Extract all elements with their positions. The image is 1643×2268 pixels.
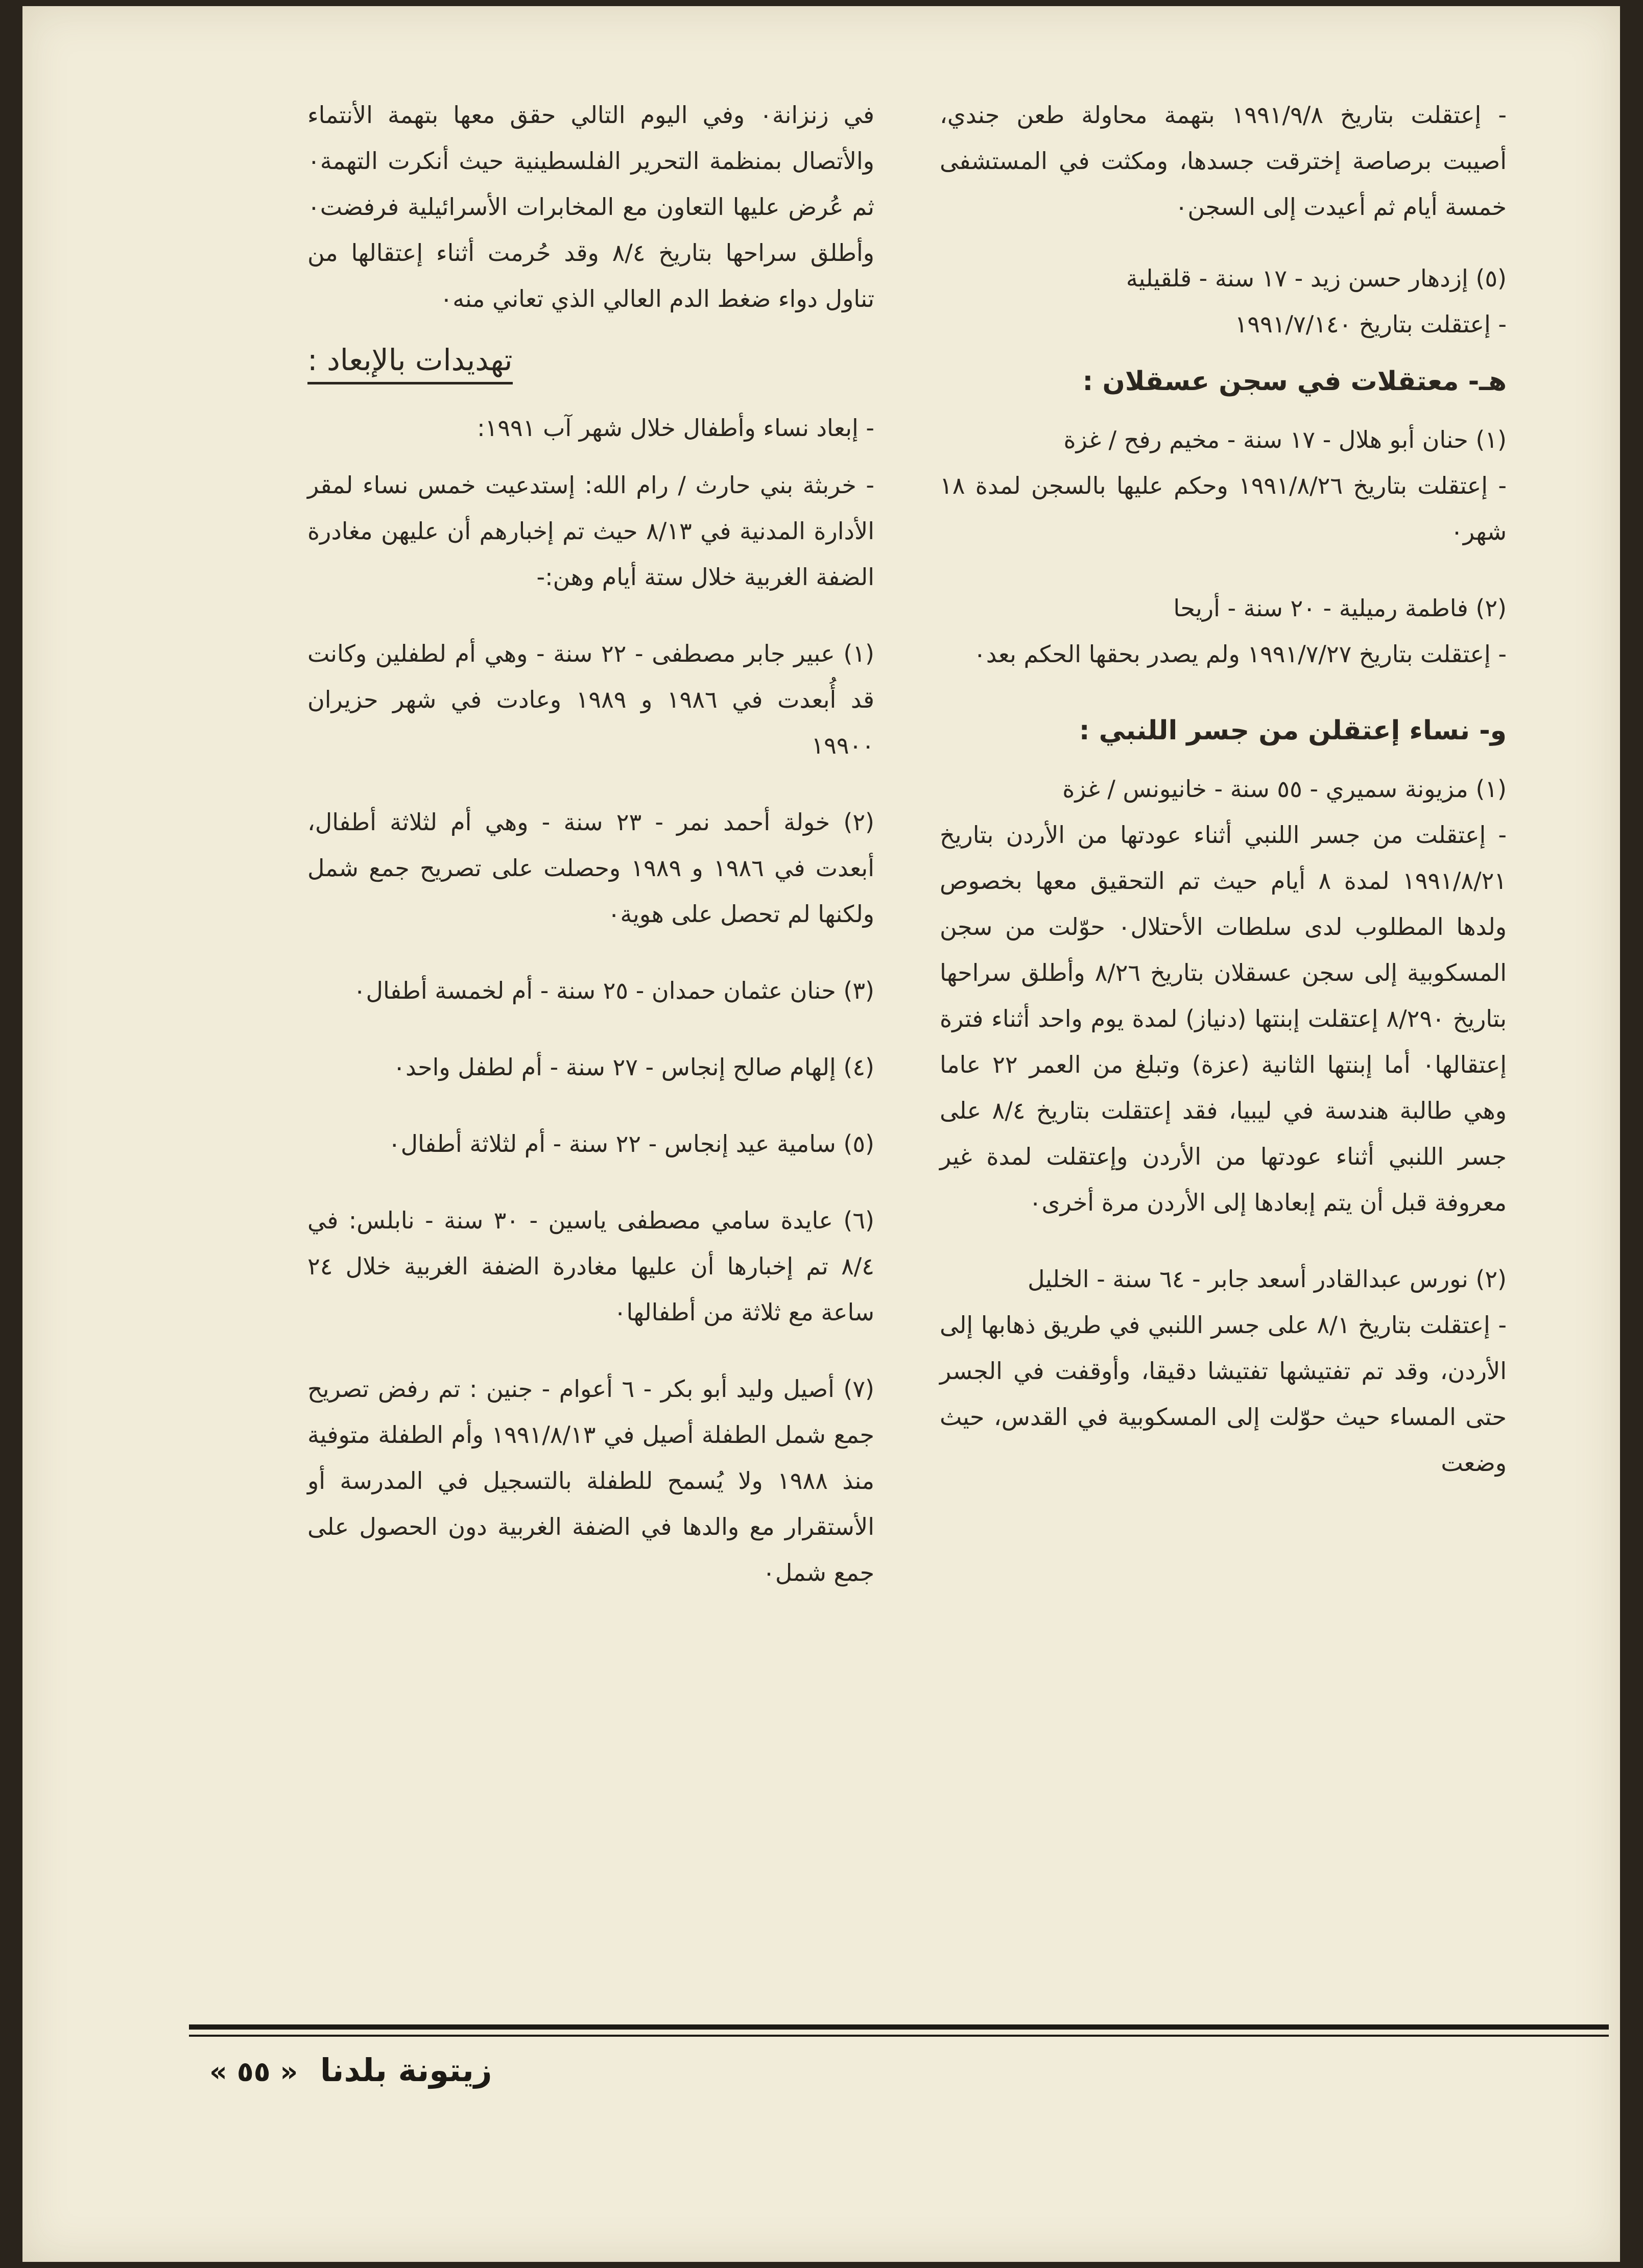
list-item: (١) عبير جابر مصطفى - ٢٢ سنة - وهي أم لطفلين وكانت قد أُبعدت في ١٩٨٦ و ١٩٨٩ وعادت في شهر حزيران ١٩٩٠٠ xyxy=(307,640,874,759)
section-heading: هـ- معتقلات في سجن عسقلان : xyxy=(1082,366,1507,397)
list-item: (١) حنان أبو هلال - ١٧ سنة - مخيم رفح / غزة xyxy=(1063,426,1507,453)
list-item: (٢) خولة أحمد نمر - ٢٣ سنة - وهي أم لثلاثة أطفال، أبعدت في ١٩٨٦ و ١٩٨٩ وحصلت على تصريح جمع شمل ولكنها لم تحصل على هوية٠ xyxy=(307,808,874,928)
paragraph: في زنزانة٠ وفي اليوم التالي حقق معها بتهمة الأنتماء والأتصال بمنظمة التحرير الفلسطينية حيث أنكرت التهمة٠ ثم عُرض عليها التعاون مع المخابرات الأسرائيلية فرفضت٠ وأطلق سراحها بتاريخ ٨/٤ وقد حُرمت أثناء إعتقالها من تناول دواء ضغط الدم العالي الذي تعاني منه٠ xyxy=(307,101,874,312)
paragraph: - إعتقلت من جسر اللنبي أثناء عودتها من الأردن بتاريخ ١٩٩١/٨/٢١ لمدة ٨ أيام حيث تم التحقيق معها بخصوص ولدها المطلوب لدى سلطات الأحتلال٠ حوّلت من سجن المسكوبية إلى سجن عسقلان بتاريخ ٨/٢٦ وأطلق سراحها بتاريخ ٨/٢٩٠ إعتقلت إبنتها (دنياز) لمدة يوم واحد أثناء فترة إعتقالها٠ أما إبنتها الثانية (عزة) وتبلغ من العمر ٢٢ عاما وهي طالبة هندسة في ليبيا، فقد إعتقلت بتاريخ ٨/٤ على جسر اللنبي أثناء عودتها من الأردن وإعتقلت لمدة غير معروفة قبل أن يتم إبعادها إلى الأردن مرة أخرى٠ xyxy=(940,821,1507,1216)
footer-rule xyxy=(189,2035,1609,2037)
list-item: (٣) حنان عثمان حمدان - ٢٥ سنة - أم لخمسة أطفال٠ xyxy=(353,977,874,1004)
list-item: (٢) فاطمة رميلية - ٢٠ سنة - أريحا xyxy=(1173,594,1507,622)
right-column xyxy=(940,92,1507,1497)
page-number: « ٥٥ » xyxy=(209,2056,298,2088)
paragraph: - إعتقلت بتاريخ ١٩٩١/٩/٨ بتهمة محاولة طعن جندي، أصيبت برصاصة إخترقت جسدها، ومكثت في المستشفى خمسة أيام ثم أعيدت إلى السجن٠ xyxy=(940,101,1507,221)
paragraph: - إبعاد نساء وأطفال خلال شهر آب ١٩٩١: xyxy=(477,414,874,442)
footer xyxy=(209,2052,492,2089)
list-item: (٦) عايدة سامي مصطفى ياسين - ٣٠ سنة - نابلس: في ٨/٤ تم إخبارها أن عليها مغادرة الضفة الغربية خلال ٢٤ ساعة مع ثلاثة من أطفالها٠ xyxy=(307,1207,874,1326)
section-heading: و- نساء إعتقلن من جسر اللنبي : xyxy=(1079,715,1507,746)
list-item: (٢) نورس عبدالقادر أسعد جابر - ٦٤ سنة - الخليل xyxy=(1028,1265,1507,1293)
footer-rule xyxy=(189,2024,1609,2030)
section-heading: تهديدات بالإبعاد : xyxy=(307,338,513,384)
paragraph: - إعتقلت بتاريخ ١٩٩١/٧/٢٧ ولم يصدر بحقها الحكم بعد٠ xyxy=(973,640,1507,668)
paragraph: - إعتقلت بتاريخ ١٩٩١/٧/١٤٠ xyxy=(1234,310,1507,338)
list-item: (٤) إلهام صالح إنجاس - ٢٧ سنة - أم لطفل واحد٠ xyxy=(393,1053,874,1081)
list-item: (١) مزيونة سميري - ٥٥ سنة - خانيونس / غزة xyxy=(1062,775,1507,803)
list-item: (٧) أصيل وليد أبو بكر - ٦ أعوام - جنين : تم رفض تصريح جمع شمل الطفلة أصيل في ١٩٩١/٨/١٣ وأم الطفلة متوفية منذ ١٩٨٨ ولا يُسمح للطفلة بالتسجيل في المدرسة أو الأستقرار مع والدها في الضفة الغربية دون الحصول على جمع شمل٠ xyxy=(307,1375,874,1586)
list-item: (٥) سامية عيد إنجاس - ٢٢ سنة - أم لثلاثة أطفال٠ xyxy=(388,1130,874,1157)
paragraph: - خربثة بني حارث / رام الله: إستدعيت خمس نساء لمقر الأدارة المدنية في ٨/١٣ حيث تم إخبارهم أن عليهن مغادرة الضفة الغربية خلال ستة أيام وهن:- xyxy=(307,471,874,591)
publication-title: زيتونة بلدنا xyxy=(320,2052,492,2089)
paragraph: - إعتقلت بتاريخ ٨/١ على جسر اللنبي في طريق ذهابها إلى الأردن، وقد تم تفتيشها تفتيشا دقيقا، وأوقفت في الجسر حتى المساء حيث حوّلت إلى المسكوبية في القدس، حيث وضعت xyxy=(940,1311,1507,1477)
left-column xyxy=(307,92,874,1607)
paragraph: - إعتقلت بتاريخ ١٩٩١/٨/٢٦ وحكم عليها بالسجن لمدة ١٨ شهر٠ xyxy=(940,472,1507,545)
list-item: (٥) إزدهار حسن زيد - ١٧ سنة - قلقيلية xyxy=(1126,264,1507,292)
